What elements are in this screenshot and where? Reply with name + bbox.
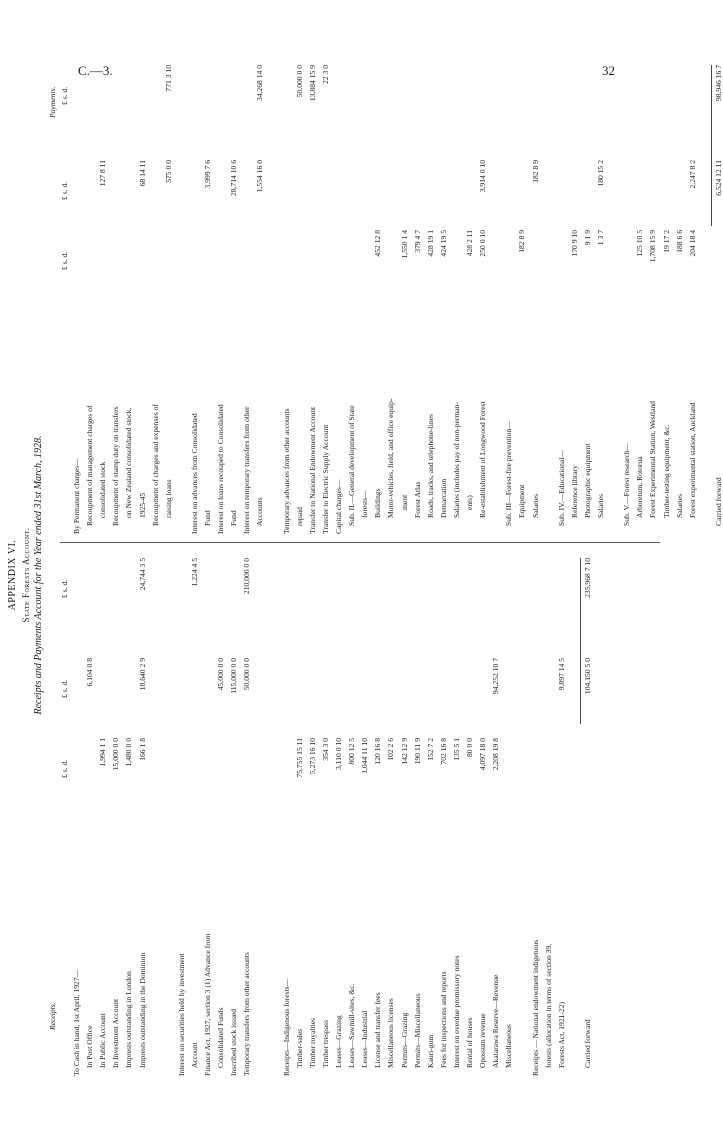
payments-row-label: consolidated stock xyxy=(98,461,108,518)
payments-amount-col2: 28,714 10 6 xyxy=(229,160,239,197)
receipts-amount-col3: 210,000 0 0 xyxy=(242,558,252,595)
payments-row-label: Roads, tracks, and telephone-lines xyxy=(425,414,435,518)
payments-row-label: Interest on temporary transfers from other xyxy=(242,406,252,534)
receipts-row-label: Opossum revenue xyxy=(478,1013,488,1068)
receipts-row-label: Timber royalties xyxy=(307,1017,317,1068)
payments-row-label: Interest on advances from Consolidated xyxy=(189,413,199,534)
receipts-amount-col1: 800 12 5 xyxy=(347,738,357,765)
receipts-row-label: forests (allocation in terms of section 39, xyxy=(543,943,553,1068)
payments-row-label: Interest on loans recouped to Consolidated xyxy=(216,404,226,534)
payments-currency-header: £ s. d. xyxy=(60,86,69,105)
payments-currency-header: £ s. d. xyxy=(60,181,69,200)
receipts-amount-col2: 6,104 0 8 xyxy=(85,658,95,687)
receipts-row-label: Receipts — National endowment indigenous xyxy=(530,939,540,1076)
payments-row-label: forests— xyxy=(360,490,370,518)
receipts-amount-col1: 1,044 11 10 xyxy=(360,738,370,774)
payments-row-label: ment xyxy=(399,494,409,510)
receipts-row-label: Interest on securities held by investment xyxy=(176,953,186,1076)
payments-amount-col1: 1 3 7 xyxy=(596,230,605,246)
payments-row-label: Fund xyxy=(229,510,239,526)
receipts-amount-col1: 1,480 0 0 xyxy=(124,738,134,767)
payments-heading: Payments. xyxy=(48,86,57,118)
payments-row-label: Salaries xyxy=(674,493,684,518)
payments-row-label: Recoupment of charges and expenses of xyxy=(150,404,160,526)
receipts-currency-header: £ s. d. xyxy=(60,679,69,698)
receipts-amount-col3: 24,744 3 5 xyxy=(137,558,147,591)
payments-amount-col3: 22 3 0 xyxy=(320,65,330,84)
receipts-amount-col1: 1,994 1 1 xyxy=(98,738,108,767)
receipts-row-label: Inscribed stock issued xyxy=(229,1008,239,1076)
receipts-heading: Receipts. xyxy=(48,1002,57,1030)
receipts-amount-col1: 80 0 0 xyxy=(465,738,474,757)
payments-row-label: Reference library xyxy=(569,465,579,518)
receipts-row-label: Permits—Miscellaneous xyxy=(412,993,422,1068)
receipts-row-label: Account xyxy=(189,1042,199,1068)
payments-row-label: Re-establishment of Longwood Forest xyxy=(478,401,488,518)
payments-amount-col1: 170 9 10 xyxy=(569,230,579,257)
payments-row-label: Recoupment of stamp duty on transfers xyxy=(111,406,121,526)
receipts-amount-col2: 18,640 2 9 xyxy=(137,658,147,691)
receipts-row-label: In Investment Account xyxy=(111,998,121,1068)
receipts-amount-col1: 152 7 2 xyxy=(425,738,435,761)
receipts-row-label: Permits—Grazing xyxy=(399,1012,409,1068)
payments-amount-col1: 452 12 8 xyxy=(373,230,383,257)
payments-amount-col2: 3,999 7 6 xyxy=(203,160,212,189)
receipts-amount-col1: 75,755 15 11 xyxy=(294,738,304,778)
payments-row-label: Equipment xyxy=(517,484,527,518)
receipts-row-label: Miscellaneous licenses xyxy=(386,998,396,1068)
receipts-row-label: Rental of houses xyxy=(465,1017,474,1068)
payments-amount-col1: 1,708 15 9 xyxy=(648,230,658,263)
payments-row-label: Buildings xyxy=(373,488,383,518)
receipts-row-label: Leases—Grazing xyxy=(334,1015,343,1068)
receipts-row-label: Miscellaneous xyxy=(504,1024,514,1068)
receipts-amount-col2: 115,000 0 0 xyxy=(229,658,239,694)
payments-amount-col1: 188 6 6 xyxy=(674,230,684,253)
receipts-amount-col1: 702 16 8 xyxy=(438,738,448,765)
payments-row-label: Transfer to National Endowment Account xyxy=(307,406,317,534)
payments-amount-col1: 428 2 11 xyxy=(465,230,474,257)
receipts-amount-col3: 235,968 7 10 xyxy=(582,558,592,598)
receipts-row-label: Interest on overdue promissory notes xyxy=(451,955,461,1068)
payments-amount-col2: 6,524 12 11 xyxy=(713,160,723,196)
payments-row-label: Sub. III—Forest-fire prevention— xyxy=(504,421,514,526)
receipts-row-label: To Cash in hand, 1st April, 1927— xyxy=(72,969,81,1076)
payments-amount-col1: 19 17 2 xyxy=(661,230,671,253)
receipts-currency-header: £ s. d. xyxy=(60,759,69,778)
receipts-amount-col2: 50,000 0 0 xyxy=(242,658,252,691)
payments-row-label: Forest Experimental Station, Westland xyxy=(648,401,658,518)
receipts-row-label: Kauri-gum xyxy=(425,1034,435,1068)
receipts-amount-col1: 102 2 6 xyxy=(386,738,396,761)
receipts-amount-col2: 104,150 5 0 xyxy=(582,658,592,695)
receipts-row-label: License and transfer fees xyxy=(373,992,383,1068)
payments-row-label: Fund xyxy=(203,510,212,526)
payments-row-label: ents) xyxy=(465,495,474,510)
receipts-amount-col1: 4,097 18 0 xyxy=(478,738,488,771)
payments-row-label: Forest Atlas xyxy=(412,481,422,518)
payments-amount-col1: 9 1 9 xyxy=(582,230,592,246)
payments-amount-col1: 379 4 7 xyxy=(412,230,422,253)
receipts-row-label: Temporary transfers from other accounts xyxy=(242,952,252,1076)
receipts-amount-col1: 354 3 0 xyxy=(320,738,330,761)
payments-amount-col1: 125 10 5 xyxy=(635,230,645,257)
receipts-row-label: Imprests outstanding in the Dominion xyxy=(137,952,147,1068)
payments-row-label: Demarcation xyxy=(438,478,448,518)
receipts-row-label: Carried forward xyxy=(582,1019,592,1068)
receipts-amount-col1: 15,000 0 0 xyxy=(111,738,121,771)
payments-total-rule xyxy=(711,65,712,226)
payments-row-label: Accounts xyxy=(255,497,265,526)
payments-amount-col3: 13,884 15 9 xyxy=(307,65,317,102)
payments-amount-col2: 575 0 0 xyxy=(163,160,173,183)
receipts-row-label: Receipts—Indigenous forests— xyxy=(281,978,291,1076)
payments-row-label: repaid xyxy=(294,507,304,526)
payments-row-label: Capital charges— xyxy=(334,479,343,534)
receipts-row-label: Leases—Sawmill-sites, &c. xyxy=(347,983,357,1068)
statement-subtitle: Receipts and Payments Account for the Year ended 31st March, 1928. xyxy=(33,435,44,715)
payments-row-label: Sub. II.—General development of State xyxy=(347,405,357,526)
payments-amount-col3: 771 3 10 xyxy=(163,65,173,92)
payments-row-label: Temporary advances from other accounts xyxy=(281,408,291,534)
payments-amount-col2: 3,914 0 10 xyxy=(478,160,488,193)
receipts-row-label: In Post Office xyxy=(85,1025,95,1068)
payments-row-label: By Permanent charges— xyxy=(72,458,81,534)
receipts-amount-col2: 45,000 0 0 xyxy=(216,658,226,691)
payments-row-label: Timber-testing equipment, &c. xyxy=(661,424,671,518)
payments-row-label: Recoupment of management charges of xyxy=(85,405,95,526)
receipts-amount-col2: 94,252 10 7 xyxy=(491,658,501,695)
receipts-amount-col1: 2,208 19 8 xyxy=(491,738,501,771)
payments-row-label: Transfer to Electric Supply Account xyxy=(320,424,330,534)
payments-row-label: Arboretum, Rotorua xyxy=(635,456,645,518)
payments-amount-col2: 2,247 8 2 xyxy=(687,160,697,189)
receipts-row-label: Leases—Industrial xyxy=(360,1010,370,1068)
payments-row-label: Photographic equipment xyxy=(582,443,592,518)
receipts-row-label: Imprests outstanding in London xyxy=(124,971,134,1068)
payments-amount-col2: 68 14 11 xyxy=(137,160,147,187)
payments-amount-col2: 127 8 11 xyxy=(98,160,108,187)
receipts-currency-header: £ s. d. xyxy=(60,579,69,598)
receipts-amount-col1: 166 1 8 xyxy=(137,738,147,761)
receipts-row-label: Fees for inspections and reports xyxy=(438,971,448,1068)
receipts-row-label: Forests Act, 1921-22) xyxy=(556,1001,566,1068)
payments-amount-col1: 182 8 9 xyxy=(517,230,527,253)
payments-row-label: Sub. V.—Forest research— xyxy=(622,442,632,526)
receipts-amount-col1: 5,273 16 10 xyxy=(307,738,317,775)
centre-divider xyxy=(60,542,660,543)
payments-amount-col1: 1,550 1 4 xyxy=(399,230,409,259)
payments-row-label: on New Zealand consolidated stock, xyxy=(124,407,134,518)
receipts-amount-col1: 120 16 8 xyxy=(373,738,383,765)
payments-amount-col2: 180 15 2 xyxy=(596,160,605,187)
account-title: State Forests Account. xyxy=(21,527,31,623)
payments-row-label: Sub. IV.—Educational— xyxy=(556,450,566,526)
receipts-amount-col1: 142 12 9 xyxy=(399,738,409,765)
payments-amount-col3: 98,946 16 7 xyxy=(713,65,723,102)
receipts-total-rule xyxy=(580,558,581,724)
appendix-title: APPENDIX VI. xyxy=(7,539,18,611)
receipts-amount-col3: 1,224 4 5 xyxy=(189,558,199,587)
receipts-row-label: Timber-sales xyxy=(294,1028,304,1068)
receipts-amount-col1: 135 5 1 xyxy=(451,738,461,761)
rotated-table xyxy=(0,60,723,1090)
receipts-row-label: Consolidated Funds xyxy=(216,1007,226,1068)
payments-amount-col3: 34,268 14 0 xyxy=(255,65,265,102)
payments-row-label: Forest experimental station, Auckland xyxy=(687,402,697,518)
payments-amount-col2: 1,554 16 0 xyxy=(255,160,265,193)
payments-row-label: Salaries xyxy=(596,493,605,518)
receipts-row-label: Akatarawa Reserve—Revenue xyxy=(491,974,501,1068)
receipts-row-label: Finance Act, 1927, section 3 (1) Advance from xyxy=(203,933,212,1076)
payments-row-label: Carried forward xyxy=(713,477,723,526)
payments-amount-col1: 428 19 1 xyxy=(425,230,435,257)
payments-row-label: Salaries xyxy=(530,493,540,518)
page-number: 32 xyxy=(602,63,615,78)
payments-amount-col2: 182 8 9 xyxy=(530,160,540,183)
receipts-row-label: Timber trespass xyxy=(320,1019,330,1068)
page-ref: C.—3. xyxy=(78,63,113,78)
payments-currency-header: £ s. d. xyxy=(60,251,69,270)
payments-amount-col1: 424 19 5 xyxy=(438,230,448,257)
receipts-row-label: In Public Account xyxy=(98,1013,108,1068)
receipts-amount-col1: 3,110 0 10 xyxy=(334,738,343,770)
payments-amount-col1: 204 18 4 xyxy=(687,230,697,257)
payments-row-label: 1925-45 xyxy=(137,492,147,518)
payments-amount-col3: 50,000 0 0 xyxy=(294,65,304,98)
payments-row-label: Salaries (includes pay of non-perman- xyxy=(451,402,461,518)
receipts-amount-col2: 9,897 14 5 xyxy=(556,658,566,691)
receipts-amount-col1: 190 11 9 xyxy=(412,738,422,765)
payments-row-label: raising loans xyxy=(163,479,173,518)
payments-row-label: Motor-vehicles, field, and office equip- xyxy=(386,398,396,518)
payments-amount-col1: 250 0 10 xyxy=(478,230,488,257)
